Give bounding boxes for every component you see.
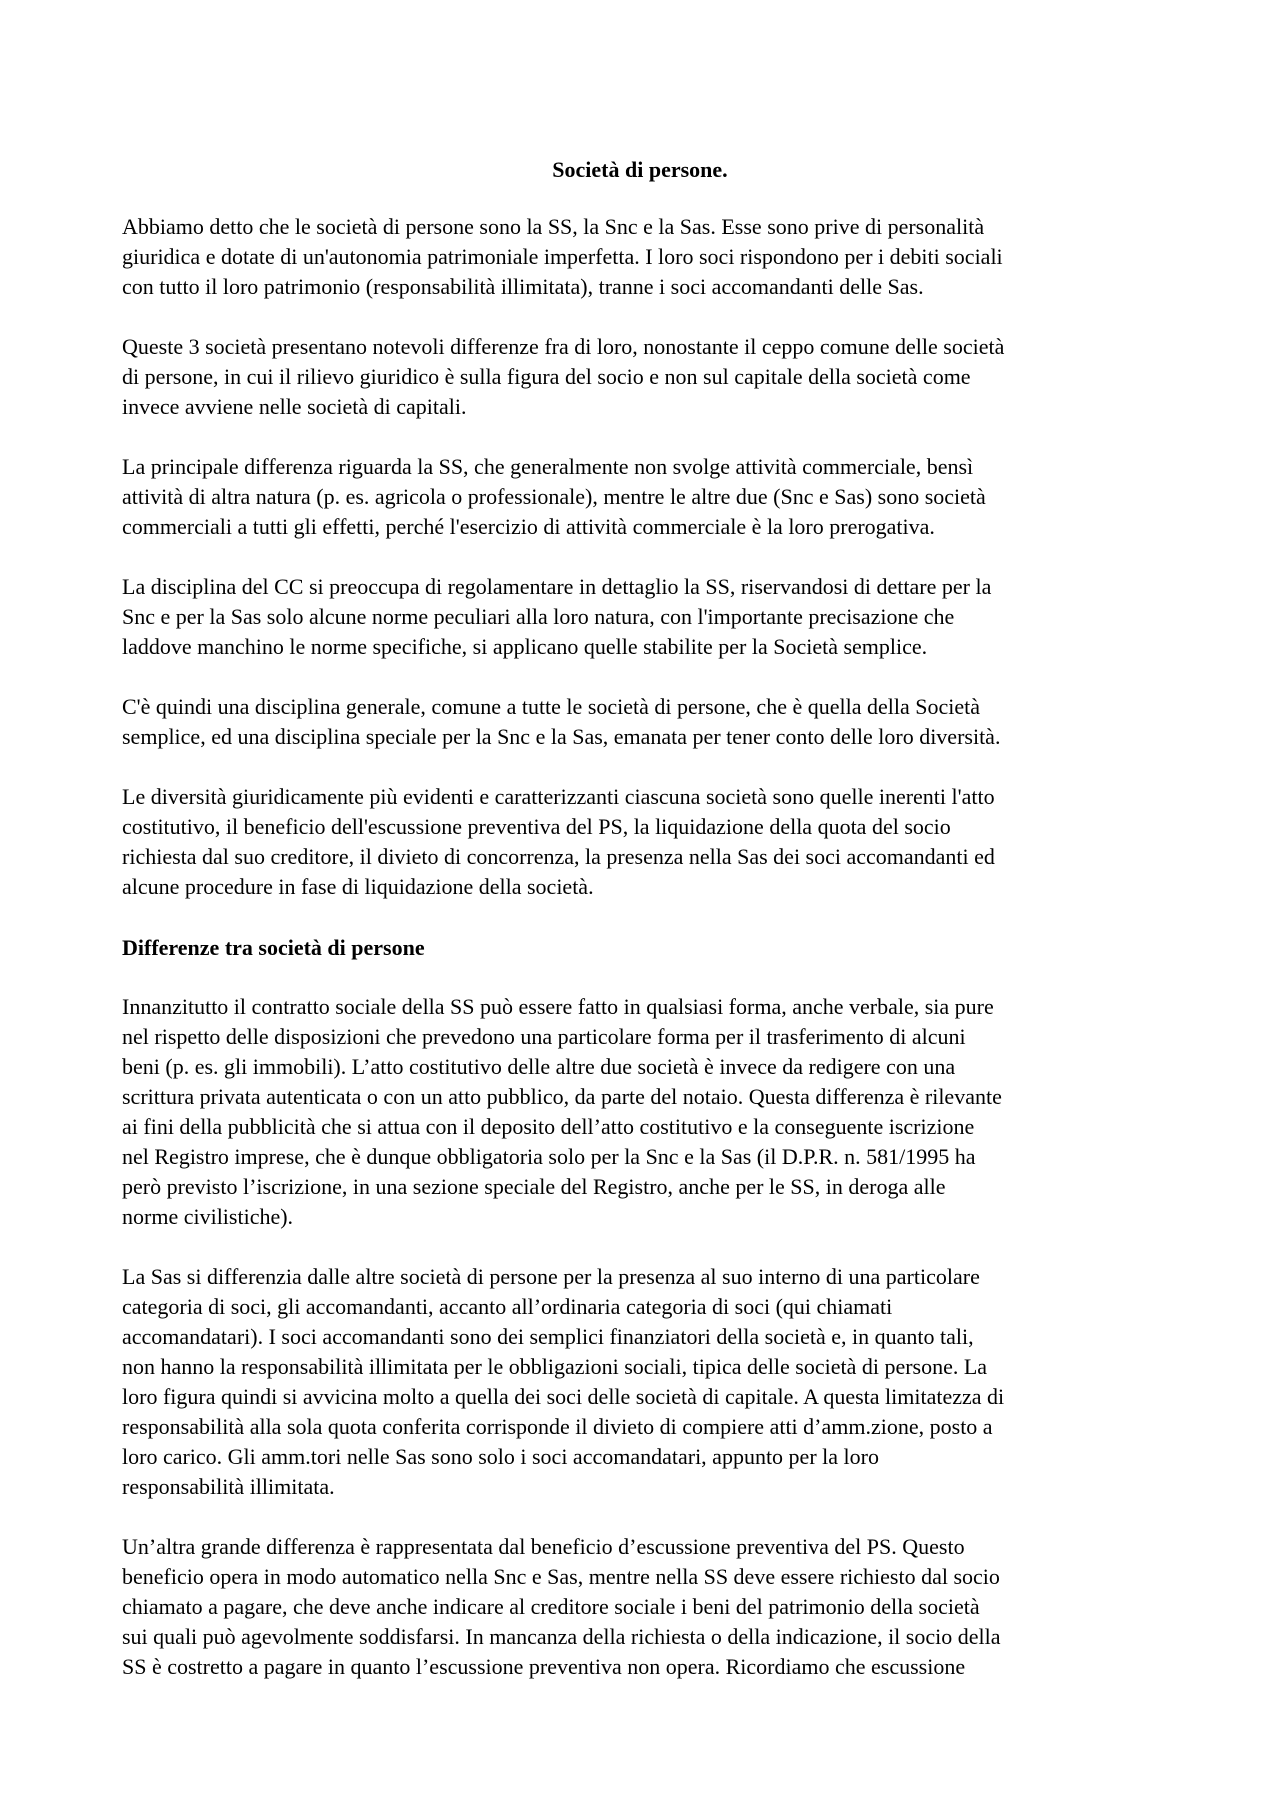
text-line: beneficio opera in modo automatico nella Snc e Sas, mentre nella SS deve essere richiesto dal socio xyxy=(122,1564,1000,1589)
text-line: con tutto il loro patrimonio (responsabilità illimitata), tranne i soci accomandanti delle Sas. xyxy=(122,274,924,299)
text-line: loro figura quindi si avvicina molto a quella dei soci delle società di capitale. A questa limitatezza di xyxy=(122,1384,1005,1409)
text-line: di persone, in cui il rilievo giuridico è sulla figura del socio e non sul capitale della società come xyxy=(122,364,971,389)
text-line: responsabilità alla sola quota conferita corrisponde il divieto di compiere atti d’amm.zione, posto a xyxy=(122,1414,993,1439)
text-line: Snc e per la Sas solo alcune norme peculiari alla loro natura, con l'importante precisazione che xyxy=(122,604,955,629)
text-line: attività di altra natura (p. es. agricola o professionale), mentre le altre due (Snc e Sas) sono società xyxy=(122,484,986,509)
text-line: beni (p. es. gli immobili). L’atto costitutivo delle altre due società è invece da redigere con una xyxy=(122,1054,956,1079)
paragraph xyxy=(122,992,1172,1232)
text-line: però previsto l’iscrizione, in una sezione speciale del Registro, anche per le SS, in deroga alle xyxy=(122,1174,946,1199)
document-title: Società di persone. xyxy=(552,157,728,182)
paragraph xyxy=(122,692,1172,752)
text-line: giuridica e dotate di un'autonomia patrimoniale imperfetta. I loro soci rispondono per i debiti sociali xyxy=(122,244,1003,269)
text-line: commerciali a tutti gli effetti, perché l'esercizio di attività commerciale è la loro prerogativa. xyxy=(122,514,935,539)
text-line: costitutivo, il beneficio dell'escussione preventiva del PS, la liquidazione della quota del socio xyxy=(122,814,951,839)
text-line: Abbiamo detto che le società di persone sono la SS, la Snc e la Sas. Esse sono prive di personalità xyxy=(122,214,985,239)
text-line: Un’altra grande differenza è rappresentata dal beneficio d’escussione preventiva del PS. Questo xyxy=(122,1534,965,1559)
text-line: nel Registro imprese, che è dunque obbligatoria solo per la Snc e la Sas (il D.P.R. n. 581/1995 ha xyxy=(122,1144,976,1169)
text-line: invece avviene nelle società di capitali. xyxy=(122,394,467,419)
text-line: scrittura privata autenticata o con un atto pubblico, da parte del notaio. Questa differenza è rilevante xyxy=(122,1084,1002,1109)
text-line: La disciplina del CC si preoccupa di regolamentare in dettaglio la SS, riservandosi di dettare per la xyxy=(122,574,992,599)
text-line: semplice, ed una disciplina speciale per la Snc e la Sas, emanata per tener conto delle loro diversità. xyxy=(122,724,1001,749)
text-line: La principale differenza riguarda la SS, che generalmente non svolge attività commerciale, bensì xyxy=(122,454,974,479)
text-line: Innanzitutto il contratto sociale della SS può essere fatto in qualsiasi forma, anche verbale, sia pure xyxy=(122,994,994,1019)
text-line: alcune procedure in fase di liquidazione della società. xyxy=(122,874,594,899)
text-line: ai fini della pubblicità che si attua con il deposito dell’atto costitutivo e la conseguente iscrizione xyxy=(122,1114,975,1139)
paragraph xyxy=(122,212,1172,302)
text-line: laddove manchino le norme specifiche, si applicano quelle stabilite per la Società semplice. xyxy=(122,634,928,659)
text-line: norme civilistiche). xyxy=(122,1204,294,1229)
text-line: categoria di soci, gli accomandanti, accanto all’ordinaria categoria di soci (qui chiamati xyxy=(122,1294,893,1319)
text-line: responsabilità illimitata. xyxy=(122,1474,335,1499)
text-line: Le diversità giuridicamente più evidenti e caratterizzanti ciascuna società sono quelle inerenti l'atto xyxy=(122,784,995,809)
text-line: non hanno la responsabilità illimitata per le obbligazioni sociali, tipica delle società di persone. La xyxy=(122,1354,988,1379)
text-line: C'è quindi una disciplina generale, comune a tutte le società di persone, che è quella della Società xyxy=(122,694,980,719)
text-line: Queste 3 società presentano notevoli differenze fra di loro, nonostante il ceppo comune delle società xyxy=(122,334,1005,359)
paragraph xyxy=(122,332,1172,422)
text-line: sui quali può agevolmente soddisfarsi. In mancanza della richiesta o della indicazione, il socio della xyxy=(122,1624,1001,1649)
paragraph xyxy=(122,452,1172,542)
text-line: richiesta dal suo creditore, il divieto di concorrenza, la presenza nella Sas dei soci accomandanti ed xyxy=(122,844,995,869)
paragraph xyxy=(122,782,1172,902)
section-heading: Differenze tra società di persone xyxy=(122,935,425,960)
text-line: accomandatari). I soci accomandanti sono dei semplici finanziatori della società e, in quanto tali, xyxy=(122,1324,974,1349)
paragraph xyxy=(122,1262,1172,1502)
text-line: nel rispetto delle disposizioni che prevedono una particolare forma per il trasferimento di alcuni xyxy=(122,1024,966,1049)
paragraph xyxy=(122,572,1172,662)
text-line: SS è costretto a pagare in quanto l’escussione preventiva non opera. Ricordiamo che escussione xyxy=(122,1654,966,1679)
text-line: chiamato a pagare, che deve anche indicare al creditore sociale i beni del patrimonio della società xyxy=(122,1594,980,1619)
paragraph xyxy=(122,1532,1172,1682)
text-line: La Sas si differenzia dalle altre società di persone per la presenza al suo interno di una particolare xyxy=(122,1264,980,1289)
text-line: loro carico. Gli amm.tori nelle Sas sono solo i soci accomandatari, appunto per la loro xyxy=(122,1444,879,1469)
